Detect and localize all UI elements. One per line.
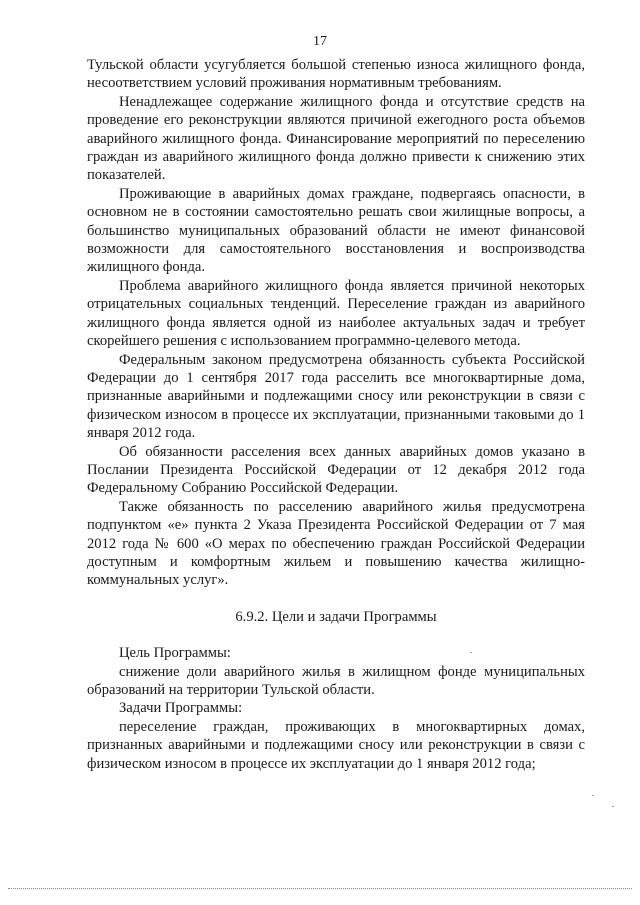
section-heading: 6.9.2. Цели и задачи Программы xyxy=(235,608,437,625)
body-text xyxy=(87,56,585,773)
paragraph: Проблема аварийного жилищного фонда является причиной некоторых отрицательных социальных тенденций. Переселение граждан из аварийного жилищного фонда является одной из наиболее актуальных задач и требует скорейшего решения с использованием программно-целевого метода. xyxy=(87,277,585,350)
goal-label: Цель Программы: xyxy=(119,645,231,662)
paragraph: Ненадлежащее содержание жилищного фонда и отсутствие средств на проведение его реконструкции являются причиной ежегодного роста объемов аварийного жилищного фонда. Финансирование мероприятий по переселению граждан из аварийного жилищного фонда должно привести к снижению этих показателей. xyxy=(87,93,585,184)
goal-text: снижение доли аварийного жилья в жилищном фонде муниципальных образований на территории Тульской области. xyxy=(87,663,585,698)
paragraph: Также обязанность по расселению аварийного жилья предусмотрена подпунктом «е» пункта 2 Указа Президента Российской Федерации от 7 мая 2012 года № 600 «О мерах по обеспечению граждан Российской Федерации доступным и комфортным жильем и повышению качества жилищно-коммунальных услуг». xyxy=(87,498,585,589)
page-number: 17 xyxy=(313,34,327,49)
scan-speck xyxy=(592,795,594,796)
scan-edge-line xyxy=(8,888,632,889)
scan-speck xyxy=(612,806,614,807)
paragraph-continuation: Тульской области усугубляется большой степенью износа жилищного фонда, несоответствием условий проживания нормативным требованиям. xyxy=(87,57,585,92)
tasks-text: переселение граждан, проживающих в многоквартирных домах, признанных аварийными и подлежащими сносу или реконструкции в связи с физическом износом в процессе их эксплуатации до 1 января 2012 года; xyxy=(87,718,585,772)
paragraph: Об обязанности расселения всех данных аварийных домов указано в Послании Президента Российской Федерации от 12 декабря 2012 года Федеральному Собранию Российской Федерации. xyxy=(87,443,585,497)
paragraph: Проживающие в аварийных домах граждане, подвергаясь опасности, в основном не в состоянии самостоятельно решать свои жилищные вопросы, а большинство муниципальных образований области не имеют финансовой возможности для самостоятельного восстановления и воспроизводства жилищного фонда. xyxy=(87,185,585,276)
scan-speck xyxy=(470,652,472,653)
tasks-label: Задачи Программы: xyxy=(119,700,243,717)
paragraph: Федеральным законом предусмотрена обязанность субъекта Российской Федерации до 1 сентября 2017 года расселить все многоквартирные дома, признанные аварийными и подлежащими сносу или реконструкции в связи с физическом износом в процессе их эксплуатации, признанными таковыми до 1 января 2012 года. xyxy=(87,351,585,442)
